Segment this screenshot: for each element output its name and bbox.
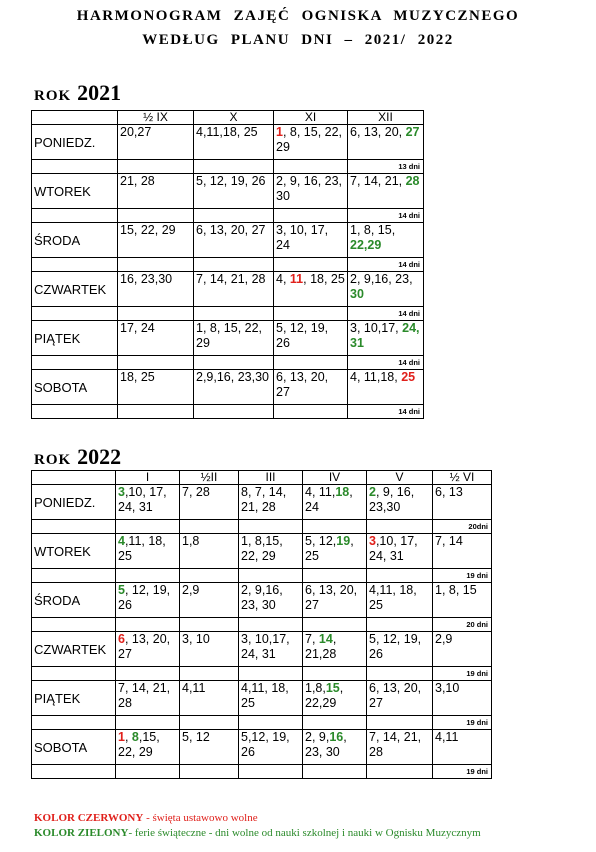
date-segment: 7, [305, 632, 319, 646]
date-segment: 7, 14 [435, 534, 463, 548]
date-segment: 30 [350, 287, 364, 301]
date-cell [116, 485, 180, 520]
date-segment: 6, 13, 20, 27 [276, 370, 329, 399]
empty-cell [118, 258, 194, 272]
month-header: I [116, 471, 180, 485]
count-row [32, 520, 492, 534]
lesson-count: 14 dni [348, 307, 424, 321]
date-segment: 4 [118, 534, 125, 548]
empty-cell [194, 258, 274, 272]
count-row [32, 209, 424, 223]
header-corner [32, 471, 116, 485]
legend-green-label: KOLOR ZIELONY [34, 827, 129, 839]
date-cell [118, 223, 194, 258]
month-header: XII [348, 111, 424, 125]
month-header: XI [274, 111, 348, 125]
month-header: ½ VI [433, 471, 492, 485]
date-cell [367, 534, 433, 569]
table-row [32, 125, 424, 160]
empty-cell [274, 405, 348, 419]
table-row [32, 730, 492, 765]
empty-cell [239, 667, 303, 681]
date-cell [116, 681, 180, 716]
lesson-count: 19 dni [433, 667, 492, 681]
date-segment: , 9, 16, 23,30 [369, 485, 415, 514]
empty-cell [194, 405, 274, 419]
count-row [32, 569, 492, 583]
date-cell [274, 370, 348, 405]
date-cell [239, 534, 303, 569]
empty-cell [274, 307, 348, 321]
empty-cell [274, 209, 348, 223]
lesson-count: 14 dni [348, 405, 424, 419]
date-cell [180, 730, 239, 765]
day-name: WTOREK [32, 534, 116, 569]
empty-cell [32, 160, 118, 174]
empty-cell [180, 765, 239, 779]
date-segment: 6, 13, 20, 27 [196, 223, 266, 237]
lesson-count: 20 dni [433, 618, 492, 632]
date-segment: 7, 14, 21, 28 [369, 730, 422, 759]
empty-cell [116, 765, 180, 779]
date-cell [303, 681, 367, 716]
date-segment: 6 [118, 632, 125, 646]
count-row [32, 405, 424, 419]
date-cell [118, 321, 194, 356]
date-cell [433, 583, 492, 618]
empty-cell [367, 765, 433, 779]
date-segment: 8, 7, 14, 21, 28 [241, 485, 287, 514]
empty-cell [194, 356, 274, 370]
empty-cell [303, 716, 367, 730]
year-2022-heading [34, 444, 121, 470]
empty-cell [194, 160, 274, 174]
date-segment: 4, 11, [305, 485, 336, 499]
day-name: ŚRODA [32, 583, 116, 618]
date-cell [367, 485, 433, 520]
date-segment: 7, 14, 21, 28 [118, 681, 171, 710]
lesson-count: 20dni [433, 520, 492, 534]
empty-cell [274, 356, 348, 370]
date-segment: 5 [118, 583, 125, 597]
date-segment: 4, 11,18, [350, 370, 402, 384]
date-cell [239, 583, 303, 618]
date-cell [274, 125, 348, 160]
empty-cell [367, 618, 433, 632]
date-cell [194, 125, 274, 160]
empty-cell [118, 307, 194, 321]
empty-cell [180, 569, 239, 583]
date-segment: 20,27 [120, 125, 152, 139]
date-cell [118, 125, 194, 160]
date-cell [303, 534, 367, 569]
date-cell [348, 223, 424, 258]
empty-cell [116, 716, 180, 730]
date-segment: ,15, 22, 29 [118, 730, 160, 759]
table-row [32, 485, 492, 520]
date-cell [194, 174, 274, 209]
date-segment: 25 [401, 370, 416, 384]
date-segment: 6, 13 [435, 485, 463, 499]
empty-cell [239, 716, 303, 730]
month-header: III [239, 471, 303, 485]
date-segment: 5, 12, [305, 534, 337, 548]
date-cell [433, 485, 492, 520]
empty-cell [118, 209, 194, 223]
header-row [32, 111, 424, 125]
empty-cell [194, 209, 274, 223]
empty-cell [32, 716, 116, 730]
date-segment: 16 [329, 730, 344, 744]
date-segment: 2, 9, [305, 730, 330, 744]
lesson-count: 19 dni [433, 716, 492, 730]
date-segment: 1 [118, 730, 125, 744]
date-cell [367, 583, 433, 618]
date-cell [303, 485, 367, 520]
empty-cell [32, 569, 116, 583]
date-segment: 2,9 [435, 632, 453, 646]
empty-cell [32, 209, 118, 223]
date-cell [348, 272, 424, 307]
date-cell [348, 321, 424, 356]
month-header: ½II [180, 471, 239, 485]
table-row [32, 223, 424, 258]
empty-cell [303, 520, 367, 534]
date-segment: 1,8 [182, 534, 200, 548]
empty-cell [32, 618, 116, 632]
month-header: IV [303, 471, 367, 485]
date-segment: 19 [336, 534, 351, 548]
date-cell [303, 583, 367, 618]
table-row [32, 272, 424, 307]
date-segment: 1 [276, 125, 283, 139]
empty-cell [303, 765, 367, 779]
date-segment: 28 [405, 174, 420, 188]
date-cell [194, 223, 274, 258]
day-name: ŚRODA [32, 223, 118, 258]
lesson-count: 14 dni [348, 258, 424, 272]
date-segment: 3 [369, 534, 376, 548]
date-cell [180, 632, 239, 667]
date-segment: 2, 9,16, 23, 30 [241, 583, 283, 612]
date-cell [367, 730, 433, 765]
table-row [32, 583, 492, 618]
date-segment: 4,11, 18, 25 [369, 583, 417, 612]
legend-red-label: KOLOR CZERWONY [34, 812, 144, 824]
date-cell [348, 125, 424, 160]
table-row [32, 681, 492, 716]
count-row [32, 160, 424, 174]
date-segment: , 12, 19, 26 [118, 583, 171, 612]
date-segment: ,10, 17, 24, 31 [118, 485, 167, 514]
date-segment: 8 [131, 730, 139, 744]
day-name: SOBOTA [32, 370, 118, 405]
date-cell [433, 632, 492, 667]
date-segment: 1,8, [305, 681, 326, 695]
date-segment: 2,9,16, 23,30 [196, 370, 269, 384]
schedule-table-2021 [31, 110, 424, 419]
date-segment: 1, 8, 15, 22, 29 [196, 321, 263, 350]
empty-cell [194, 307, 274, 321]
year-2021-heading [34, 80, 121, 106]
year-2022-label: ROK [34, 452, 72, 468]
date-segment: 11 [289, 272, 304, 286]
count-row [32, 618, 492, 632]
empty-cell [116, 667, 180, 681]
date-cell [180, 485, 239, 520]
legend-green [34, 827, 481, 839]
count-row [32, 307, 424, 321]
count-row [32, 765, 492, 779]
date-cell [239, 632, 303, 667]
date-cell [367, 632, 433, 667]
date-cell [367, 681, 433, 716]
table-row [32, 534, 492, 569]
date-segment: 21, 28 [120, 174, 155, 188]
empty-cell [303, 667, 367, 681]
date-segment: 5, 12, 19, 26 [276, 321, 329, 350]
date-cell [274, 174, 348, 209]
empty-cell [118, 405, 194, 419]
date-segment: , 22,29 [305, 681, 344, 710]
empty-cell [367, 716, 433, 730]
date-cell [274, 321, 348, 356]
date-segment: 18 [335, 485, 350, 499]
count-row [32, 716, 492, 730]
date-segment: 4,11,18, 25 [196, 125, 258, 139]
month-header: V [367, 471, 433, 485]
date-cell [118, 370, 194, 405]
year-2022-number: 2022 [77, 444, 122, 469]
lesson-count: 14 dni [348, 356, 424, 370]
date-segment: 5, 12, 19, 26 [369, 632, 422, 661]
date-cell [433, 730, 492, 765]
date-segment: 1, 8, 15 [435, 583, 477, 597]
lesson-count: 14 dni [348, 209, 424, 223]
date-segment: 4,11 [182, 681, 206, 695]
date-segment: 4, [276, 272, 290, 286]
date-segment: 3,10 [435, 681, 460, 695]
date-segment: , 18, 25 [303, 272, 345, 286]
table-row [32, 174, 424, 209]
empty-cell [116, 520, 180, 534]
date-segment: 14 [318, 632, 333, 646]
date-segment: 1, 8, 15, [350, 223, 396, 237]
date-segment: 5, 12 [182, 730, 210, 744]
empty-cell [274, 258, 348, 272]
date-cell [433, 534, 492, 569]
date-segment: 6, 13, 20, 27 [369, 681, 422, 710]
date-segment: 4,11, 18, 25 [241, 681, 289, 710]
date-segment: 3 [118, 485, 125, 499]
date-segment: 7, 14, 21, 28 [196, 272, 266, 286]
title-line-1: HARMONOGRAM ZAJĘĆ OGNISKA MUZYCZNEGO [76, 8, 520, 24]
title-line-2: WEDŁUG PLANU DNI – 2021/ 2022 [142, 32, 454, 48]
date-segment: 2,9 [182, 583, 200, 597]
date-segment: , 25 [305, 534, 354, 563]
date-segment: 17, 24 [120, 321, 155, 335]
date-segment: 18, 25 [120, 370, 155, 384]
date-segment: 6, 13, 20, 27 [305, 583, 358, 612]
date-cell [116, 632, 180, 667]
count-row [32, 356, 424, 370]
date-cell [116, 730, 180, 765]
empty-cell [116, 618, 180, 632]
date-segment: , [124, 730, 132, 744]
date-segment: 5,12, 19, 26 [241, 730, 290, 759]
empty-cell [32, 667, 116, 681]
day-name: PONIEDZ. [32, 125, 118, 160]
empty-cell [32, 258, 118, 272]
year-2021-label: ROK [34, 88, 72, 104]
empty-cell [32, 520, 116, 534]
date-segment: 7, 28 [182, 485, 210, 499]
date-segment: 3, 10,17, [350, 321, 403, 335]
date-segment: 2, 9,16, 23, [350, 272, 413, 286]
date-cell [116, 534, 180, 569]
date-segment: , 24 [305, 485, 353, 514]
empty-cell [367, 667, 433, 681]
date-cell [194, 272, 274, 307]
date-cell [303, 730, 367, 765]
date-segment: 15, 22, 29 [120, 223, 176, 237]
date-cell [348, 370, 424, 405]
empty-cell [32, 356, 118, 370]
empty-cell [239, 569, 303, 583]
empty-cell [367, 520, 433, 534]
month-header: X [194, 111, 274, 125]
date-cell [194, 321, 274, 356]
date-cell [239, 730, 303, 765]
date-segment: 3, 10, 17, 24 [276, 223, 329, 252]
date-cell [239, 485, 303, 520]
header-row [32, 471, 492, 485]
date-segment: 22,29 [350, 238, 382, 252]
date-segment: 7, 14, 21, [350, 174, 406, 188]
date-cell [274, 272, 348, 307]
date-segment: 3, 10 [182, 632, 210, 646]
date-segment: 16, 23,30 [120, 272, 173, 286]
count-row [32, 667, 492, 681]
table-row [32, 370, 424, 405]
year-2021-number: 2021 [77, 80, 122, 105]
date-segment: 1, 8,15, 22, 29 [241, 534, 283, 563]
date-segment: 2 [369, 485, 376, 499]
date-segment: 24, 31 [350, 321, 420, 350]
date-segment: 5, 12, 19, 26 [196, 174, 266, 188]
date-cell [303, 632, 367, 667]
empty-cell [32, 307, 118, 321]
empty-cell [239, 520, 303, 534]
count-row [32, 258, 424, 272]
date-segment: , 13, 20, 27 [118, 632, 171, 661]
empty-cell [303, 618, 367, 632]
empty-cell [239, 618, 303, 632]
day-name: WTOREK [32, 174, 118, 209]
date-segment: ,10, 17, 24, 31 [369, 534, 418, 563]
day-name: PIĄTEK [32, 681, 116, 716]
date-cell [180, 681, 239, 716]
date-segment: 3, 10,17, 24, 31 [241, 632, 290, 661]
date-cell [180, 583, 239, 618]
empty-cell [32, 405, 118, 419]
legend-red [34, 812, 258, 824]
date-cell [348, 174, 424, 209]
date-cell [118, 174, 194, 209]
month-header: ½ IX [118, 111, 194, 125]
date-cell [194, 370, 274, 405]
lesson-count: 19 dni [433, 765, 492, 779]
day-name: PIĄTEK [32, 321, 118, 356]
day-name: CZWARTEK [32, 632, 116, 667]
empty-cell [274, 160, 348, 174]
day-name: CZWARTEK [32, 272, 118, 307]
legend-green-text: - ferie świąteczne - dni wolne od nauki szkolnej i nauki w Ognisku Muzycznym [128, 827, 481, 839]
empty-cell [116, 569, 180, 583]
empty-cell [303, 569, 367, 583]
empty-cell [239, 765, 303, 779]
date-segment: 27 [405, 125, 420, 139]
empty-cell [32, 765, 116, 779]
date-cell [239, 681, 303, 716]
empty-cell [367, 569, 433, 583]
empty-cell [180, 618, 239, 632]
header-corner [32, 111, 118, 125]
date-cell [433, 681, 492, 716]
date-cell [116, 583, 180, 618]
legend-red-text: - święta ustawowo wolne [143, 812, 258, 824]
date-segment: ,11, 18, 25 [118, 534, 166, 563]
date-cell [180, 534, 239, 569]
lesson-count: 19 dni [433, 569, 492, 583]
date-segment: , 23, 30 [305, 730, 347, 759]
date-cell [274, 223, 348, 258]
table-row [32, 632, 492, 667]
empty-cell [180, 716, 239, 730]
date-segment: , 21,28 [305, 632, 337, 661]
table-row [32, 321, 424, 356]
lesson-count: 13 dni [348, 160, 424, 174]
date-segment: 6, 13, 20, [350, 125, 406, 139]
date-cell [118, 272, 194, 307]
date-segment: 4,11 [435, 730, 459, 744]
day-name: PONIEDZ. [32, 485, 116, 520]
empty-cell [118, 160, 194, 174]
schedule-table-2022 [31, 470, 492, 779]
empty-cell [118, 356, 194, 370]
date-segment: 2, 9, 16, 23, 30 [276, 174, 343, 203]
date-segment: 15 [325, 681, 340, 695]
day-name: SOBOTA [32, 730, 116, 765]
date-segment: , 8, 15, 22, 29 [276, 125, 343, 154]
empty-cell [180, 667, 239, 681]
empty-cell [180, 520, 239, 534]
